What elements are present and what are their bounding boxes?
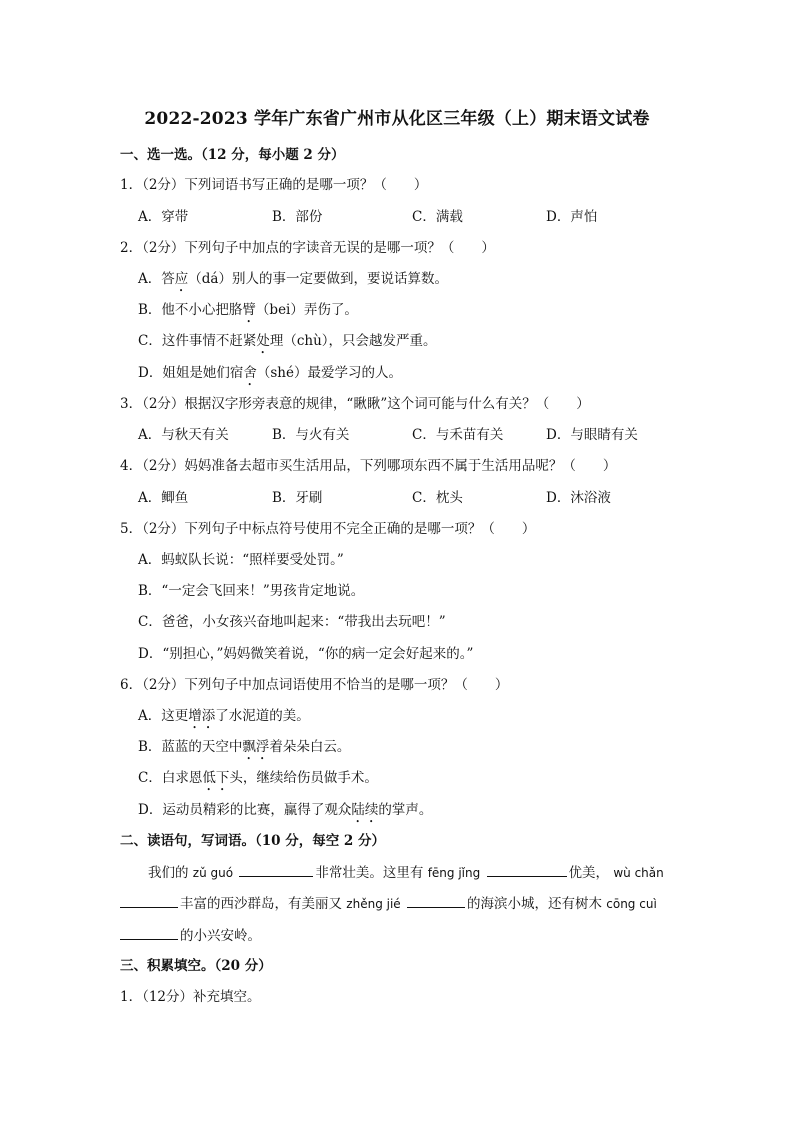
- q3-option-c: C．与禾苗有关: [412, 427, 504, 443]
- pinyin-wuchan: wù chǎn: [613, 866, 664, 880]
- section1-heading: 一、选一选。（12 分，每小题 2 分）: [120, 147, 345, 163]
- q5-option-b: B．“一定会飞回来！”男孩肯定地说。: [138, 583, 365, 599]
- dotted-word: 增添: [188, 708, 216, 724]
- answer-blank[interactable]: [239, 863, 313, 877]
- q4-option-d: D．沐浴液: [546, 490, 611, 506]
- page-title: 2022-2023 学年广东省广州市从化区三年级（上）期末语文试卷: [144, 109, 650, 129]
- dotted-char: 应: [174, 271, 189, 287]
- q3-option-d: D．与眼睛有关: [546, 427, 638, 443]
- q2-option-a: A．答应（dá）别人的事一定要做到，要说话算数。: [138, 271, 448, 287]
- q5-option-d: D．“别担心，”妈妈微笑着说，“你的病一定会好起来的。”: [138, 646, 474, 662]
- dotted-char: 处: [256, 333, 270, 349]
- pinyin-congcui: cōng cuì: [606, 897, 657, 911]
- q6-option-b: B．蓝蓝的天空中飘浮着朵朵白云。: [138, 739, 351, 755]
- section2-line-1: 我们的 zǔ guó 非常壮美。这里有 fēng jǐng 优美， wù chǎn: [148, 865, 664, 881]
- answer-blank[interactable]: [120, 894, 178, 908]
- q6-option-d: D．运动员精彩的比赛，赢得了观众陆续的掌声。: [138, 802, 433, 818]
- q5-stem: 5．（2分）下列句子中标点符号使用不完全正确的是哪一项？（ ）: [120, 521, 536, 537]
- q3-stem: 3．（2分）根据汉字形旁表意的规律，“瞅瞅”这个词可能与什么有关？（ ）: [120, 396, 590, 412]
- pinyin-zuguo: zǔ guó: [192, 866, 234, 880]
- q2-option-c: C．这件事情不赶紧处理（chù），只会越发严重。: [138, 333, 437, 349]
- pinyin-fengjing: fēng jǐng: [427, 866, 481, 880]
- q5-option-a: A．蚂蚁队长说：“照样要受处罚。”: [138, 552, 344, 568]
- q6-option-a: A．这更增添了水泥道的美。: [138, 708, 310, 724]
- q5-option-c: C．爸爸，小女孩兴奋地叫起来：“带我出去玩吧！”: [138, 614, 446, 630]
- q6-stem: 6．（2分）下列句子中加点词语使用不恰当的是哪一项？（ ）: [120, 677, 509, 693]
- dotted-char: 臂: [242, 302, 256, 318]
- q4-option-c: C．枕头: [412, 490, 463, 506]
- q4-stem: 4．（2分）妈妈准备去超市买生活用品，下列哪项东西不属于生活用品呢？（ ）: [120, 458, 617, 474]
- section2-line-3: 的小兴安岭。: [120, 926, 261, 945]
- section3-q1: 1．（12分）补充填空。: [120, 989, 261, 1005]
- dotted-word: 飘浮: [242, 739, 270, 755]
- section2-heading: 二、读语句，写词语。（10 分，每空 2 分）: [120, 833, 386, 849]
- q4-option-a: A．鲫鱼: [138, 490, 189, 506]
- answer-blank[interactable]: [407, 894, 465, 908]
- q3-option-a: A．与秋天有关: [138, 427, 229, 443]
- q1-option-d: D．声怕: [546, 209, 598, 225]
- answer-blank[interactable]: [487, 863, 567, 877]
- q1-option-a: A．穿带: [138, 209, 189, 225]
- dotted-word: 陆续: [351, 802, 379, 818]
- q3-option-b: B．与火有关: [272, 427, 350, 443]
- section2-line-2: 丰富的西沙群岛，有美丽又 zhěng jié 的海滨小城，还有树木 cōng cuì: [120, 894, 657, 913]
- dotted-char: 舍: [243, 365, 257, 381]
- q1-stem: 1．（2分）下列词语书写正确的是哪一项？（ ）: [120, 177, 428, 193]
- q1-option-c: C．满载: [412, 209, 463, 225]
- answer-blank[interactable]: [120, 926, 178, 940]
- q4-option-b: B．牙刷: [272, 490, 323, 506]
- q1-option-b: B．部份: [272, 209, 323, 225]
- q2-option-d: D．姐姐是她们宿舍（shé）最爱学习的人。: [138, 365, 402, 381]
- dotted-word: 低下: [202, 770, 230, 786]
- q2-stem: 2．（2分）下列句子中加点的字读音无误的是哪一项？（ ）: [120, 240, 495, 256]
- q6-option-c: C．白求恩低下头，继续给伤员做手术。: [138, 770, 378, 786]
- q2-option-b: B．他不小心把胳臂（bei）弄伤了。: [138, 302, 358, 318]
- pinyin-zhengjie: zhěng jié: [346, 897, 401, 911]
- section3-heading: 三、积累填空。（20 分）: [120, 958, 272, 974]
